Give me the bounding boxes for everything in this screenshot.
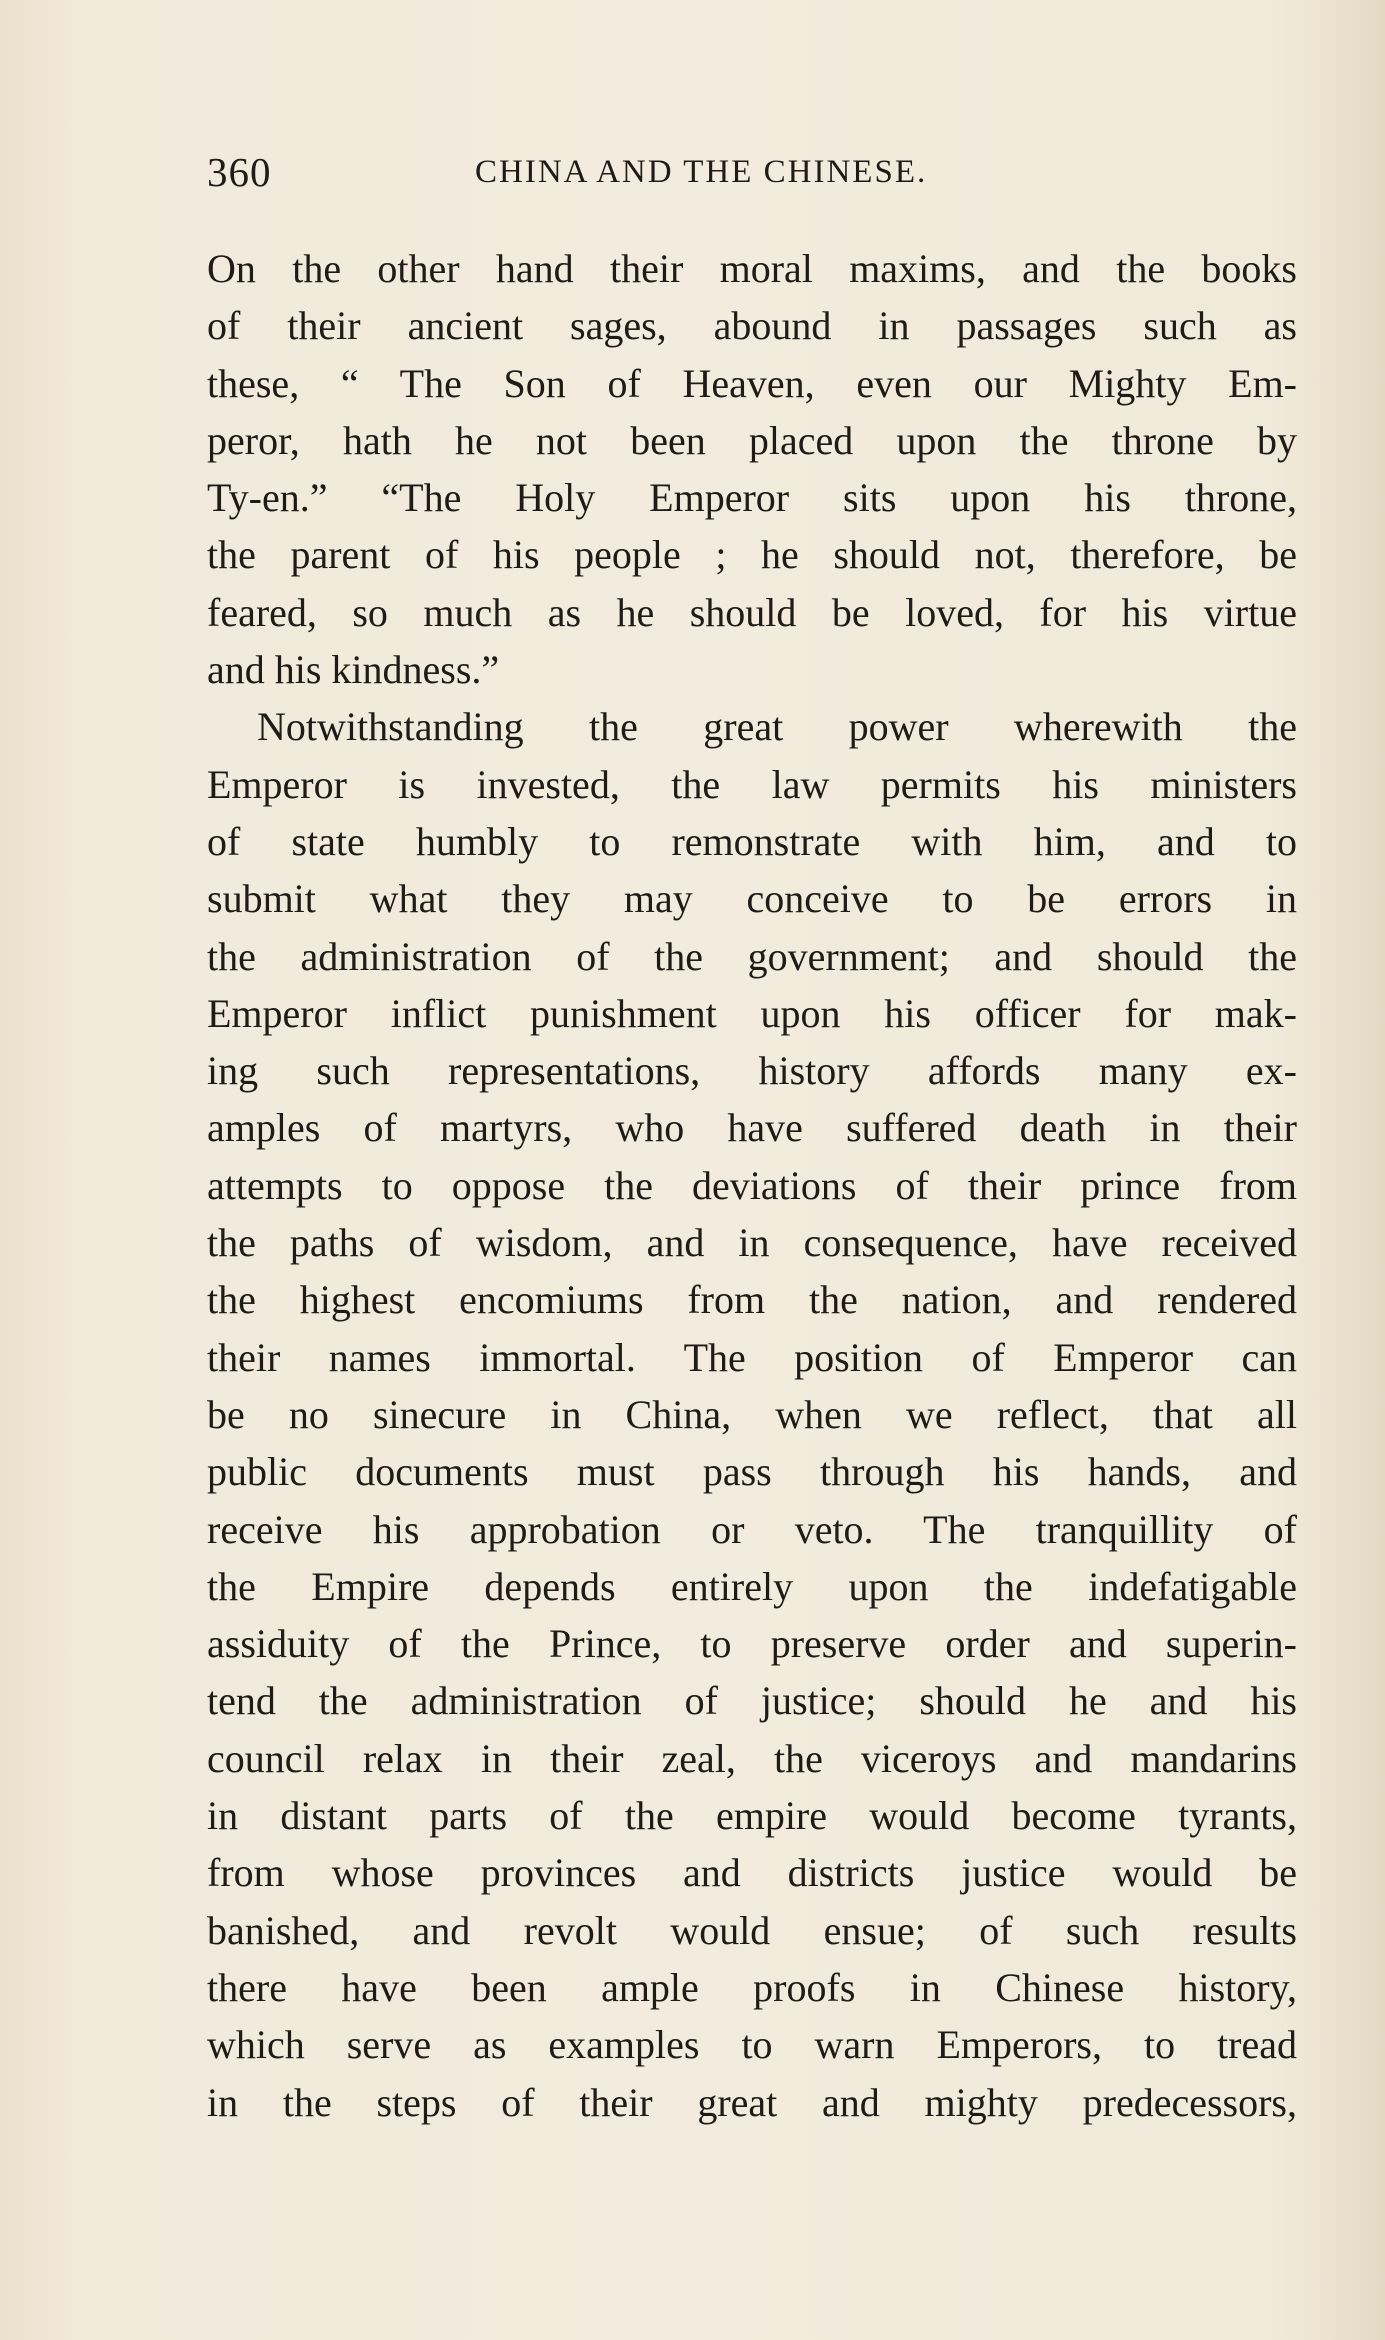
running-title: CHINA AND THE CHINESE. [475,154,928,190]
text-line: On the other hand their moral maxims, and the books [207,246,1297,291]
text-line: feared, so much as he should be loved, for his virtue [207,589,1297,635]
text-line: Emperor inflict punishment upon his officer for mak- [207,990,1297,1036]
text-line: which serve as examples to warn Emperors, to tread [207,2022,1297,2068]
text-line: public documents must pass through his hands, and [207,1449,1297,1495]
text-line: the parent of his people ; he should not, therefore, be [207,532,1297,578]
text-line: the administration of the government; and should the [207,933,1297,979]
text-line: peror, hath he not been placed upon the throne by [207,417,1297,463]
text-line: the highest encomiums from the nation, and rendered [207,1277,1297,1323]
text-line: these, “ The Son of Heaven, even our Mighty Em- [207,360,1297,406]
text-line: tend the administration of justice; should he and his [207,1678,1297,1724]
page-number: 360 [207,149,272,195]
text-line: their names immortal. The position of Emperor can [207,1334,1297,1380]
text-line: ing such representations, history affords many ex- [207,1048,1297,1094]
text-line: be no sinecure in China, when we reflect, that all [207,1391,1297,1437]
text-line: from whose provinces and districts justice would be [207,1850,1297,1896]
text-line: of state humbly to remonstrate with him, and to [207,818,1297,864]
text-line: Notwithstanding the great power wherewith the [257,704,1297,750]
body-text [207,240,1297,2131]
text-line: amples of martyrs, who have suffered death in their [207,1105,1297,1151]
text-line: Emperor is invested, the law permits his ministers [207,761,1297,807]
text-line: assiduity of the Prince, to preserve order and superin- [207,1621,1297,1667]
text-line: council relax in their zeal, the viceroys and mandarins [207,1735,1297,1781]
page-edge-shading [1305,0,1385,2340]
text-line: in the steps of their great and mighty predecessors, [207,2079,1297,2125]
text-line: banished, and revolt would ensue; of such results [207,1907,1297,1953]
text-line: receive his approbation or veto. The tranquillity of [207,1506,1297,1552]
text-line: the paths of wisdom, and in consequence, have received [207,1220,1297,1266]
running-head [207,148,1297,198]
text-line: and his kindness.” [207,647,500,693]
text-line: Ty-en.” “The Holy Emperor sits upon his throne, [207,475,1297,521]
text-line: there have been ample proofs in Chinese history, [207,1964,1297,2010]
text-line: submit what they may conceive to be errors in [207,876,1297,922]
text-line: of their ancient sages, abound in passages such as [207,303,1297,349]
text-line: in distant parts of the empire would become tyrants, [207,1793,1297,1839]
text-line: attempts to oppose the deviations of their prince from [207,1162,1297,1208]
text-line: the Empire depends entirely upon the indefatigable [207,1563,1297,1609]
